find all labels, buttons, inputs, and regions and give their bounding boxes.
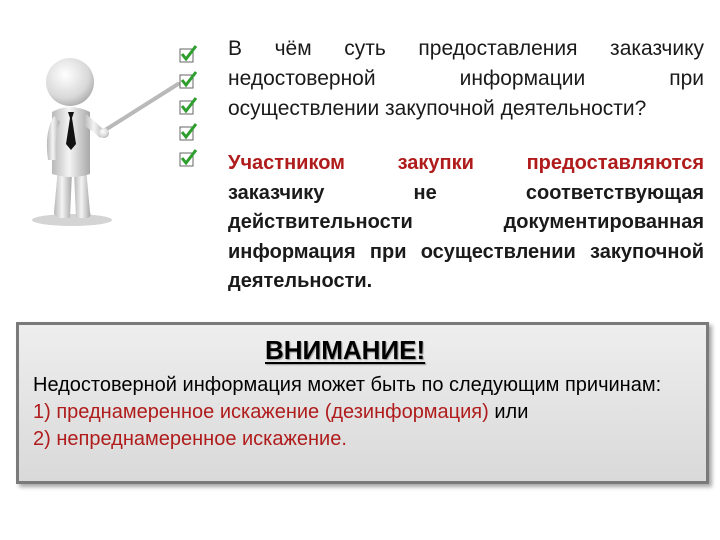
answer-lead: Участником закупки предоставляются — [228, 152, 704, 174]
answer-text — [228, 149, 704, 297]
check-mark-icon — [178, 148, 198, 168]
notice-item-1-text: 1) преднамеренное искажение (дезинформация) — [33, 401, 489, 423]
notice-item-1 — [33, 399, 697, 426]
check-mark-icon — [178, 96, 198, 116]
notice-title: ВНИМАНИЕ! — [265, 335, 426, 365]
check-mark-icon — [178, 70, 198, 90]
notice-box — [16, 322, 709, 484]
notice-item-2: 2) непреднамеренное искажение. — [33, 428, 347, 450]
answer-rest: заказчику не соответствующая действительности документированная информация при осуществлении закупочной деятельности. — [228, 181, 704, 292]
check-mark-icon — [178, 44, 198, 64]
notice-intro: Недостоверной информация может быть по следующим причинам: — [33, 374, 662, 396]
check-mark-icon — [178, 122, 198, 142]
question-text: В чём суть предоставления заказчику недостоверной информации при осуществлении закупочной деятельности? — [228, 37, 704, 120]
checklist — [178, 44, 204, 174]
notice-body — [33, 372, 697, 453]
notice-item-1-suffix: или — [488, 401, 529, 423]
